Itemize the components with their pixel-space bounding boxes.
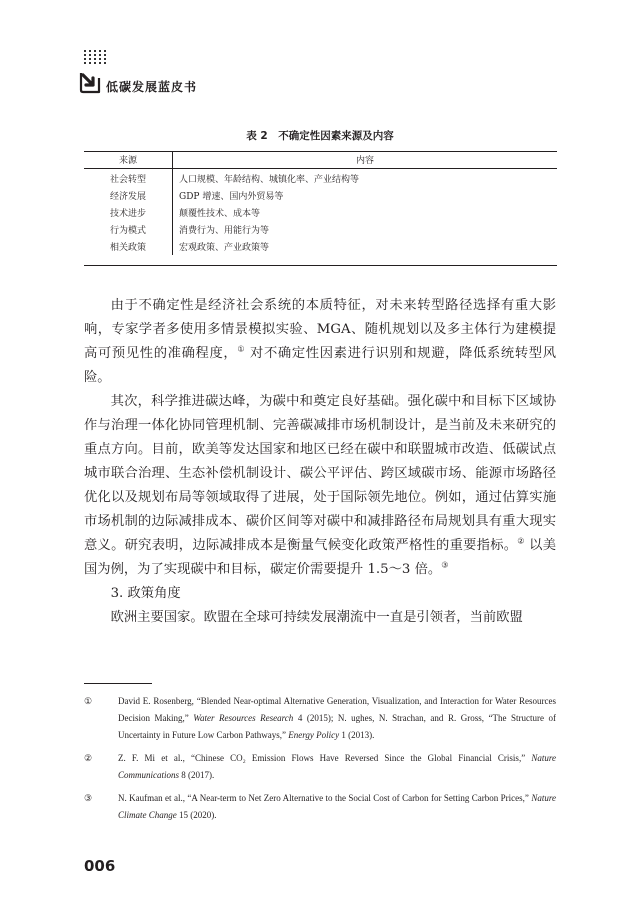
table-header-source: 来源 (84, 151, 173, 169)
table-cell-content: 消费行为、用能行为等 (179, 226, 270, 236)
paragraph-text: 由于不确定性是经济社会系统的本质特征，对未来转型路径选择有重大影响，专家学者多使用多情景模拟实验、MGA、随机规划以及多主体行为建模提高可预见性的准确程度， (84, 298, 556, 361)
footnote-journal: Water Resources Research (193, 713, 294, 723)
book-title: 低碳发展蓝皮书 (106, 80, 198, 94)
footnote-journal: Nature Communications (118, 753, 556, 780)
section-heading: 3. 政策角度 (110, 586, 181, 601)
page-number: 006 (84, 857, 116, 875)
footnote-item (84, 693, 556, 744)
body-text (84, 294, 556, 630)
table-cell-source: 技术进步 (84, 204, 173, 221)
table-cell-source: 相关政策 (84, 238, 173, 255)
uncertainty-sources-table (84, 151, 557, 255)
table-cell-source: 经济发展 (84, 187, 173, 204)
footnote-segment: 4 (2015); N. ughes, N. Strachan, and R. Gross, “The Structure of Uncertainty in Future Low Carbon Pathways,” (118, 713, 557, 740)
table-cell-content: 宏观政策、产业政策等 (179, 243, 270, 253)
footnote-number: ① (84, 696, 93, 706)
footnote-segment: Z. F. Mi et al., “Chinese CO₂ Emission Flows Have Reversed Since the Global Financial Crisis,” (118, 753, 532, 763)
footnote-ref[interactable]: ② (517, 536, 525, 546)
footnote-segment: David E. Rosenberg, “Blended Near-optimal Alternative Generation, Visualization, and Interaction for Water Resources Decision Making,” (118, 696, 556, 723)
footnote-segment: 15 (2020). (176, 810, 217, 820)
footnote-segment: 8 (2017). (179, 770, 215, 780)
table-caption: 表 2 不确定性因素来源及内容 (246, 130, 394, 142)
table-row (84, 187, 557, 204)
footnote-item (84, 790, 556, 824)
paragraph-text: 对不确定性因素进行识别和规避，降低系统转型风险。 (84, 346, 557, 385)
footnote-ref[interactable]: ③ (441, 560, 449, 570)
table-row (84, 238, 557, 255)
footnote-text (118, 693, 556, 744)
table-cell-content: GDP 增速、国内外贸易等 (179, 192, 284, 202)
footnote-segment: 1 (2013). (339, 730, 375, 740)
footnote-text (118, 750, 556, 784)
table-row (84, 169, 557, 188)
footnote-journal: Nature Climate Change (118, 793, 556, 820)
footnote-number: ② (84, 753, 93, 763)
paragraph-uncertainty (84, 294, 556, 390)
paragraph-carbon-peak (84, 390, 556, 582)
table-row (84, 221, 557, 238)
footnote-segment: N. Kaufman et al., “A Near-term to Net Zero Alternative to the Social Cost of Carbon for Setting Carbon Prices,” (118, 793, 532, 803)
paragraph-text: 其次，科学推进碳达峰，为碳中和奠定良好基础。强化碳中和目标下区域协作与治理一体化协同管理机制、完善碳减排市场机制设计，是当前及未来研究的重点方向。目前，欧美等发达国家和地区已经在碳中和联盟城市改造、低碳试点城市联合治理、生态补偿机制设计、碳公平评估、跨区域碳市场、能源市场路径优化以及规划布局等领域取得了进展，处于国际领先地位。例如，通过估算实施市场机制的边际减排成本、碳价区间等对碳中和减排路径布局规划具有重大现实意义。研究表明，边际减排成本是衡量气候变化政策严格性的重要指标。 (84, 394, 556, 553)
footnote-journal: Energy Policy (288, 730, 340, 740)
footnotes (84, 693, 556, 830)
table-cell-content: 人口规模、年龄结构、城镇化率、产业结构等 (179, 175, 360, 185)
table-cell-source: 行为模式 (84, 221, 173, 238)
table-row (84, 204, 557, 221)
footnote-item (84, 750, 556, 784)
paragraph-europe: 欧洲主要国家。欧盟在全球可持续发展潮流中一直是引领者，当前欧盟 (110, 610, 523, 625)
paragraph-text: 以美国为例，为了实现碳中和目标，碳定价需要提升 1.5～3 倍。 (84, 538, 557, 577)
table-header-content: 内容 (173, 151, 558, 169)
table-bottom-rule (84, 265, 557, 266)
table-cell-content: 颠覆性技术、成本等 (179, 209, 261, 219)
header-dot-grid-decoration (84, 50, 107, 64)
footnote-ref[interactable]: ① (237, 344, 246, 354)
footnote-rule (84, 683, 152, 684)
footnote-text (118, 790, 556, 824)
table-cell-source: 社会转型 (84, 169, 173, 188)
arrow-book-icon (78, 70, 102, 94)
footnote-number: ③ (84, 793, 93, 803)
